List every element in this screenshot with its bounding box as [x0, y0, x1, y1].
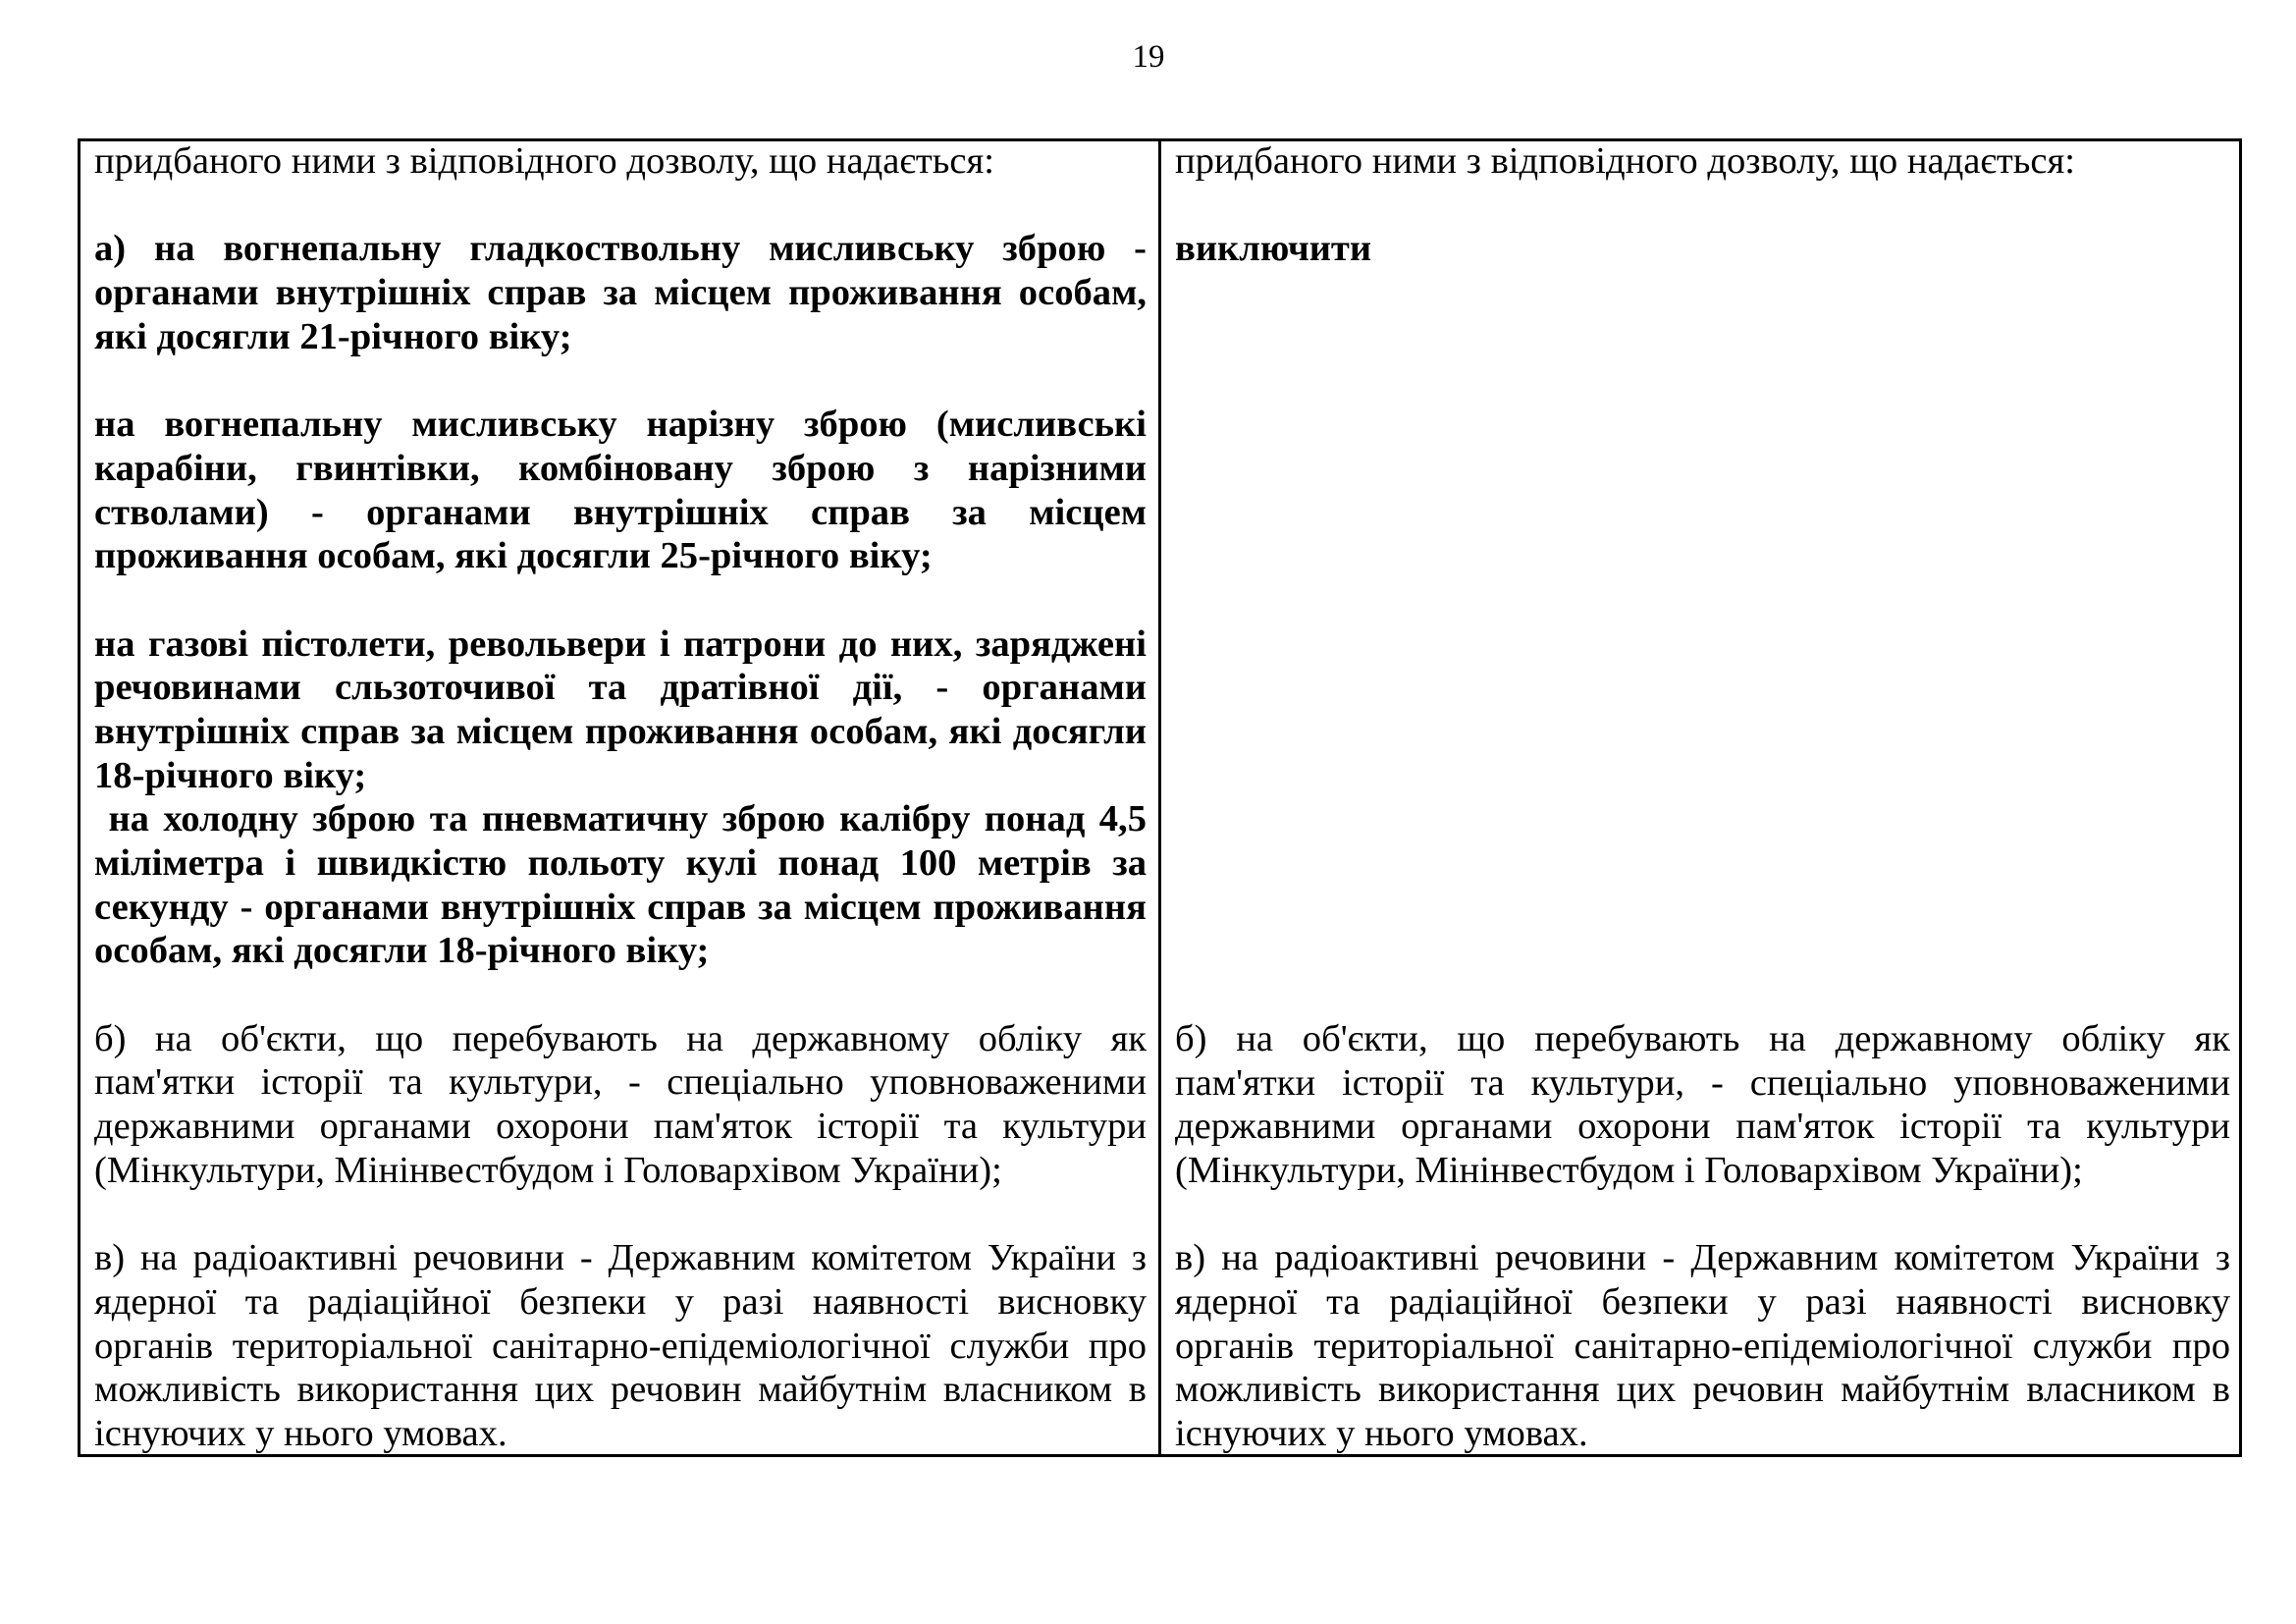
- right-intro-paragraph: [1175, 139, 2230, 184]
- paragraph-line: стволами) - органами внутрішніх справ за місцем: [94, 491, 1147, 533]
- right-column-cell: [1175, 139, 2230, 1456]
- paragraph-line: на вогнепальну мисливську нарізну зброю (мисливські: [94, 404, 1147, 446]
- right-exclude-paragraph: [1175, 227, 2230, 271]
- paragraph-line: державними органами охорони пам'яток історії та культури: [94, 1106, 1147, 1148]
- paragraph-line: внутрішніх справ за місцем проживання особам, які досягли: [94, 710, 1147, 752]
- blank-space: [1175, 271, 2230, 1017]
- blank-line: [94, 973, 1147, 1017]
- paragraph-line: секунду - органами внутрішніх справ за місцем проживання: [94, 886, 1147, 928]
- paragraph-line: придбаного ними з відповідного дозволу, що надається:: [94, 140, 994, 182]
- paragraph-line: які досягли 21-річного віку;: [94, 315, 572, 357]
- column-divider: [1158, 141, 1161, 1454]
- paragraph-line: можливість використання цих речовин майбутнім власником в: [94, 1369, 1147, 1411]
- paragraph-line: в) на радіоактивні речовини - Державним комітетом України з: [1175, 1237, 2230, 1279]
- paragraph-line: особам, які досягли 18-річного віку;: [94, 930, 710, 972]
- left-item-a-paragraph: [94, 227, 1147, 358]
- paragraph-line: речовинами сльзоточивої та дратівної дії, - органами: [94, 667, 1147, 709]
- right-item-b-paragraph: [1175, 1017, 2230, 1193]
- paragraph-line: державними органами охорони пам'яток історії та культури: [1175, 1106, 2230, 1148]
- blank-line: [1175, 1193, 2230, 1237]
- blank-line: [94, 578, 1147, 623]
- paragraph-line: існуючих у нього умовах.: [94, 1412, 507, 1454]
- left-item-b-paragraph: [94, 1017, 1147, 1193]
- paragraph-line: проживання особам, які досягли 25-річного віку;: [94, 535, 933, 577]
- paragraph-line: придбаного ними з відповідного дозволу, що надається:: [1175, 140, 2075, 182]
- paragraph-line: а) на вогнепальну гладкоствольну мисливську зброю -: [94, 228, 1147, 270]
- paragraph-line: в) на радіоактивні речовини - Державним комітетом України з: [94, 1237, 1147, 1279]
- left-rifled-weapons-paragraph: [94, 403, 1147, 578]
- page-number: 19: [1132, 39, 1165, 75]
- paragraph-line: існуючих у нього умовах.: [1175, 1413, 1588, 1455]
- left-intro-paragraph: [94, 139, 1147, 184]
- blank-line: [1175, 184, 2230, 228]
- paragraph-line: карабіни, гвинтівки, комбіновану зброю з нарізними: [94, 447, 1147, 489]
- paragraph-line: б) на об'єкти, що перебувають на державному обліку як: [1175, 1017, 2230, 1059]
- left-cold-weapons-paragraph: [94, 797, 1147, 973]
- paragraph-line: на холодну зброю та пневматичну зброю калібру понад 4,5: [94, 798, 1147, 840]
- comparison-table: [78, 138, 2242, 1457]
- left-column-cell: [94, 139, 1147, 1456]
- paragraph-line: на газові пістолети, револьвери і патрони до них, заряджені: [94, 623, 1147, 665]
- paragraph-line: міліметра і швидкістю польоту кулі понад 100 метрів за: [94, 842, 1147, 884]
- left-item-v-paragraph: [94, 1236, 1147, 1455]
- blank-line: [94, 358, 1147, 403]
- paragraph-line: пам'ятки історії та культури, - спеціально уповноваженими: [94, 1061, 1147, 1104]
- paragraph-line: пам'ятки історії та культури, - спеціально уповноваженими: [1175, 1061, 2230, 1104]
- paragraph-line: ядерної та радіаційної безпеки у разі наявності висновку: [94, 1280, 1147, 1323]
- paragraph-line: (Мінкультури, Мінінвестбудом і Головархівом України);: [94, 1149, 1002, 1191]
- paragraph-line: ядерної та радіаційної безпеки у разі наявності висновку: [1175, 1281, 2230, 1324]
- paragraph-line: (Мінкультури, Мінінвестбудом і Головархівом України);: [1175, 1150, 2083, 1192]
- paragraph-line: 18-річного віку;: [94, 754, 367, 796]
- paragraph-line: можливість використання цих речовин майбутнім власником в: [1175, 1369, 2230, 1411]
- blank-line: [94, 1193, 1147, 1237]
- right-item-v-paragraph: [1175, 1236, 2230, 1455]
- paragraph-line: органів територіальної санітарно-епідеміологічної служби про: [94, 1325, 1147, 1367]
- blank-line: [94, 184, 1147, 228]
- paragraph-line: органами внутрішніх справ за місцем проживання особам,: [94, 272, 1147, 314]
- left-gas-weapons-paragraph: [94, 623, 1147, 798]
- paragraph-line: б) на об'єкти, що перебувають на державному обліку як: [94, 1017, 1147, 1059]
- exclude-note: виключити: [1175, 228, 1372, 270]
- paragraph-line: органів територіальної санітарно-епідеміологічної служби про: [1175, 1325, 2230, 1367]
